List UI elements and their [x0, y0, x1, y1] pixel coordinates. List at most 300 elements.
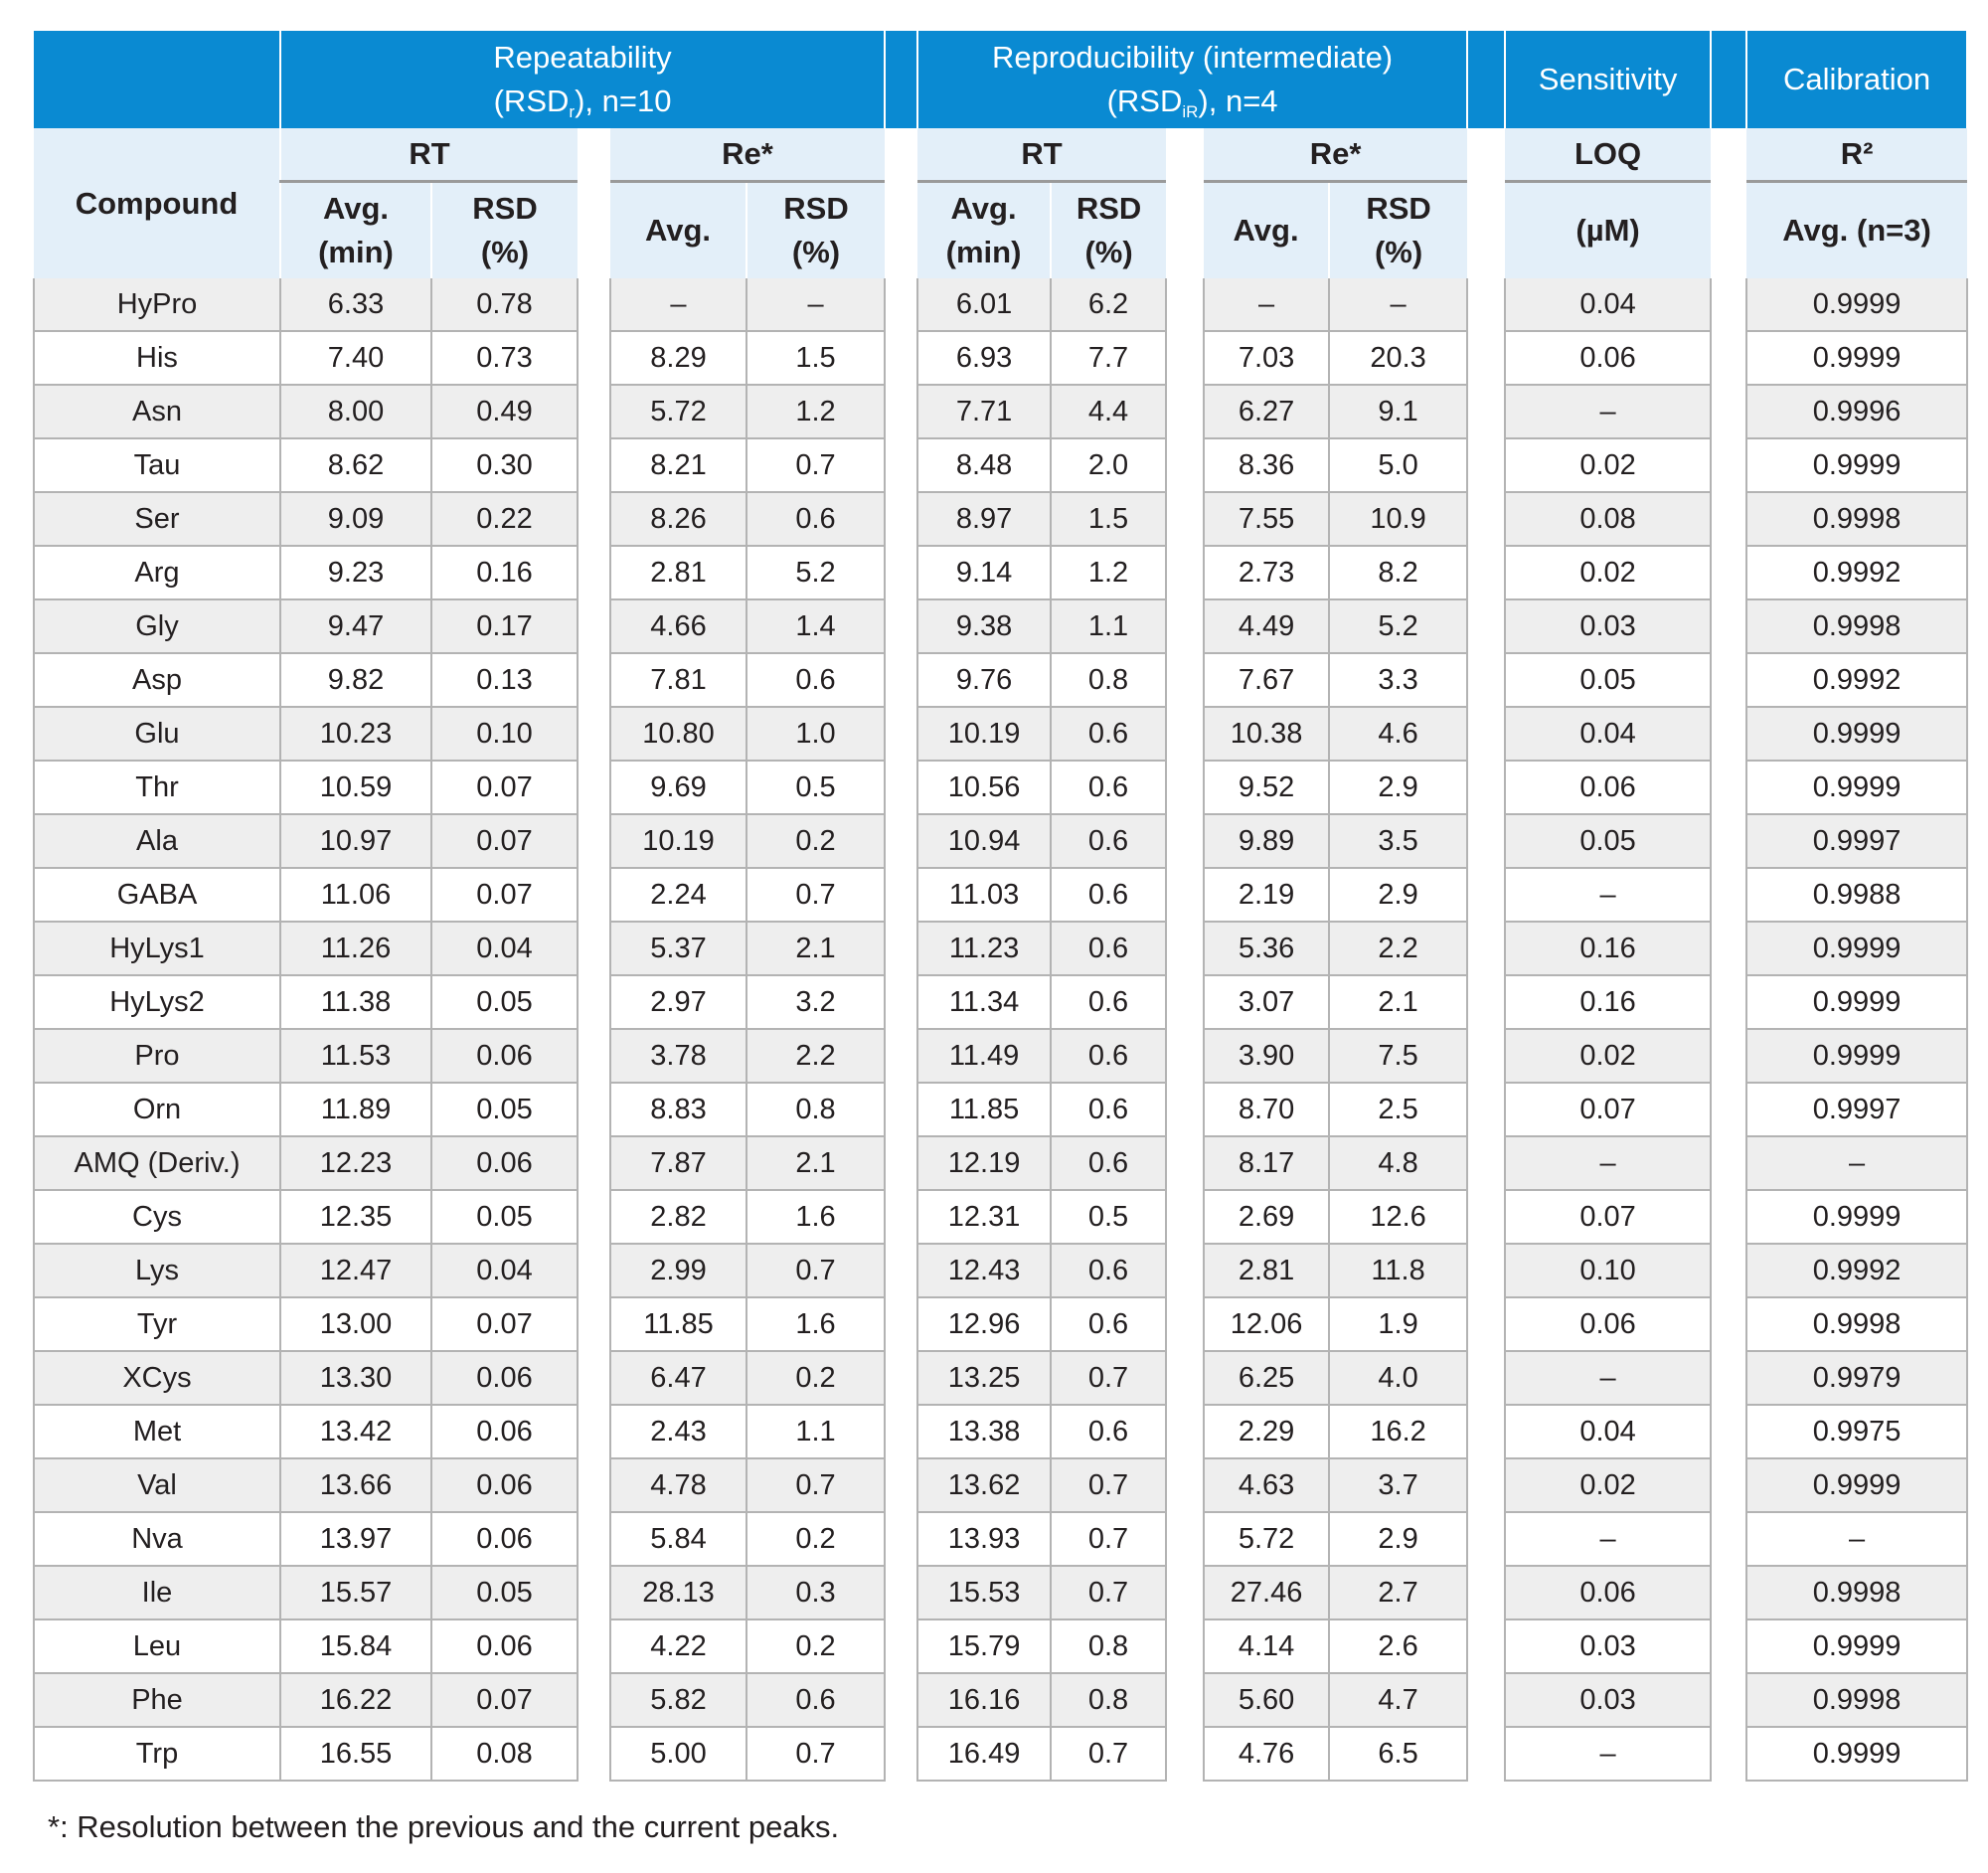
- col-gap: [578, 1727, 610, 1781]
- cell-re-rsd-ir: –: [1329, 278, 1467, 331]
- col-gap: [1467, 1673, 1505, 1727]
- cell-rt-rsd-ir: 1.1: [1051, 599, 1166, 653]
- cell-rt-rsd: 0.05: [431, 1190, 578, 1244]
- cell-rt-rsd: 0.06: [431, 1351, 578, 1405]
- cell-re-avg: 5.72: [610, 385, 746, 438]
- col-gap: [1711, 331, 1746, 385]
- table-row: [34, 1136, 1967, 1190]
- col-re-rsd: RSD (%): [746, 182, 885, 279]
- cell-r2: 0.9998: [1746, 1673, 1967, 1727]
- col-gap: [885, 1673, 917, 1727]
- cell-re-rsd: 1.6: [746, 1297, 885, 1351]
- cell-compound: Gly: [34, 599, 280, 653]
- col-gap: [578, 1512, 610, 1566]
- cell-rt-avg-ir: 11.03: [917, 868, 1051, 922]
- col-gap: [1711, 1029, 1746, 1083]
- cell-re-avg-ir: 7.03: [1204, 331, 1329, 385]
- cell-re-rsd-ir: 2.9: [1329, 868, 1467, 922]
- cell-re-avg-ir: –: [1204, 278, 1329, 331]
- cell-compound: His: [34, 331, 280, 385]
- cell-compound: Tau: [34, 438, 280, 492]
- cell-re-avg: 2.24: [610, 868, 746, 922]
- cell-re-avg-ir: 2.29: [1204, 1405, 1329, 1458]
- cell-re-rsd-ir: 2.9: [1329, 761, 1467, 814]
- cell-rt-rsd-ir: 0.6: [1051, 975, 1166, 1029]
- cell-re-rsd-ir: 7.5: [1329, 1029, 1467, 1083]
- cell-re-avg-ir: 4.63: [1204, 1458, 1329, 1512]
- cell-r2: 0.9999: [1746, 438, 1967, 492]
- cell-rt-avg: 12.47: [280, 1244, 431, 1297]
- col-gap: [885, 1727, 917, 1781]
- cell-re-rsd: 1.4: [746, 599, 885, 653]
- cell-compound: Asp: [34, 653, 280, 707]
- col-gap: [1166, 546, 1204, 599]
- header-empty: [34, 31, 280, 128]
- col-gap: [1467, 278, 1505, 331]
- col-gap: [1166, 814, 1204, 868]
- cell-r2: –: [1746, 1512, 1967, 1566]
- cell-re-rsd: 3.2: [746, 975, 885, 1029]
- col-gap: [885, 1512, 917, 1566]
- cell-re-rsd-ir: 4.0: [1329, 1351, 1467, 1405]
- col-re-avg: Avg.: [610, 182, 746, 279]
- cell-rt-avg-ir: 12.19: [917, 1136, 1051, 1190]
- col-gap: [1711, 1351, 1746, 1405]
- cell-re-avg: 4.22: [610, 1619, 746, 1673]
- col-gap: [1166, 331, 1204, 385]
- cell-rt-avg: 12.23: [280, 1136, 431, 1190]
- loq-header: LOQ: [1505, 128, 1711, 182]
- cell-re-avg: 4.78: [610, 1458, 746, 1512]
- cell-rt-rsd: 0.04: [431, 1244, 578, 1297]
- col-gap: [578, 1190, 610, 1244]
- cell-compound: Nva: [34, 1512, 280, 1566]
- col-gap: [885, 1619, 917, 1673]
- cell-r2: 0.9992: [1746, 546, 1967, 599]
- cell-rt-rsd-ir: 0.6: [1051, 1136, 1166, 1190]
- col-gap: [578, 1566, 610, 1619]
- cell-compound: AMQ (Deriv.): [34, 1136, 280, 1190]
- cell-compound: Asn: [34, 385, 280, 438]
- col-gap: [1166, 182, 1204, 279]
- col-gap: [1166, 1351, 1204, 1405]
- col-gap: [1166, 1136, 1204, 1190]
- cell-re-rsd: 0.7: [746, 1244, 885, 1297]
- cell-loq: 0.03: [1505, 1673, 1711, 1727]
- col-gap: [1166, 707, 1204, 761]
- cell-rt-rsd: 0.73: [431, 331, 578, 385]
- col-gap: [578, 1136, 610, 1190]
- table-row: [34, 1673, 1967, 1727]
- cell-re-rsd-ir: 2.1: [1329, 975, 1467, 1029]
- col-gap: [885, 1566, 917, 1619]
- col-gap: [1467, 761, 1505, 814]
- cell-loq: 0.10: [1505, 1244, 1711, 1297]
- cell-rt-avg-ir: 8.48: [917, 438, 1051, 492]
- cell-re-rsd: 1.5: [746, 331, 885, 385]
- cell-compound: Leu: [34, 1619, 280, 1673]
- cell-re-avg-ir: 2.73: [1204, 546, 1329, 599]
- col-gap: [578, 922, 610, 975]
- col-gap: [885, 975, 917, 1029]
- cell-loq: 0.05: [1505, 814, 1711, 868]
- cell-re-avg-ir: 8.17: [1204, 1136, 1329, 1190]
- col-gap: [578, 1244, 610, 1297]
- cell-re-rsd: 0.3: [746, 1566, 885, 1619]
- cell-rt-avg-ir: 11.85: [917, 1083, 1051, 1136]
- cell-rt-avg: 11.53: [280, 1029, 431, 1083]
- col-gap: [1711, 1297, 1746, 1351]
- cell-re-rsd-ir: 5.0: [1329, 438, 1467, 492]
- table-row: [34, 1619, 1967, 1673]
- col-gap: [578, 1619, 610, 1673]
- col-rt-avg: Avg. (min): [917, 182, 1051, 279]
- cell-r2: 0.9999: [1746, 922, 1967, 975]
- cell-compound: XCys: [34, 1351, 280, 1405]
- col-gap: [885, 707, 917, 761]
- cell-rt-avg-ir: 10.94: [917, 814, 1051, 868]
- col-gap: [1711, 653, 1746, 707]
- cell-compound: Lys: [34, 1244, 280, 1297]
- cell-rt-avg: 9.09: [280, 492, 431, 546]
- col-gap: [1711, 1244, 1746, 1297]
- col-gap: [578, 492, 610, 546]
- col-gap: [1467, 1405, 1505, 1458]
- cell-re-rsd: 2.1: [746, 1136, 885, 1190]
- cell-compound: GABA: [34, 868, 280, 922]
- footnote: *: Resolution between the previous and the current peaks.: [48, 1809, 840, 1844]
- table-row: [34, 1458, 1967, 1512]
- col-gap: [885, 1029, 917, 1083]
- cell-re-rsd: 0.7: [746, 1458, 885, 1512]
- reproducibility-title: Reproducibility (intermediate): [991, 40, 1394, 75]
- rt-header: RT: [280, 128, 578, 182]
- cell-compound: Val: [34, 1458, 280, 1512]
- col-gap: [1166, 1458, 1204, 1512]
- cell-rt-rsd-ir: 4.4: [1051, 385, 1166, 438]
- table-row: [34, 1566, 1967, 1619]
- cell-re-rsd: 2.2: [746, 1029, 885, 1083]
- re-header: Re*: [610, 128, 885, 182]
- col-gap: [1467, 868, 1505, 922]
- cell-re-rsd-ir: 2.2: [1329, 922, 1467, 975]
- table-row: [34, 868, 1967, 922]
- cell-rt-avg-ir: 15.79: [917, 1619, 1051, 1673]
- col-gap: [885, 438, 917, 492]
- cell-rt-rsd-ir: 0.8: [1051, 1619, 1166, 1673]
- cell-rt-avg: 13.42: [280, 1405, 431, 1458]
- cell-rt-rsd-ir: 0.6: [1051, 814, 1166, 868]
- cell-rt-rsd: 0.07: [431, 814, 578, 868]
- cell-re-avg: 2.82: [610, 1190, 746, 1244]
- table-row: [34, 385, 1967, 438]
- col-gap: [578, 128, 610, 182]
- cell-r2: 0.9999: [1746, 707, 1967, 761]
- cell-re-avg: 5.82: [610, 1673, 746, 1727]
- cell-loq: 0.02: [1505, 1029, 1711, 1083]
- col-gap: [578, 1029, 610, 1083]
- cell-re-avg-ir: 3.90: [1204, 1029, 1329, 1083]
- col-gap: [1711, 1619, 1746, 1673]
- col-gap: [885, 385, 917, 438]
- cell-re-rsd-ir: 5.2: [1329, 599, 1467, 653]
- cell-rt-avg: 13.30: [280, 1351, 431, 1405]
- cell-r2: 0.9975: [1746, 1405, 1967, 1458]
- cell-compound: Phe: [34, 1673, 280, 1727]
- col-gap: [1166, 128, 1204, 182]
- cell-r2: 0.9999: [1746, 1190, 1967, 1244]
- cell-compound: Tyr: [34, 1297, 280, 1351]
- cell-loq: 0.06: [1505, 1566, 1711, 1619]
- cell-re-rsd-ir: 3.5: [1329, 814, 1467, 868]
- col-gap: [1166, 761, 1204, 814]
- cell-re-rsd-ir: 4.8: [1329, 1136, 1467, 1190]
- cell-re-rsd: 1.6: [746, 1190, 885, 1244]
- cell-re-rsd: 1.0: [746, 707, 885, 761]
- cell-loq: 0.03: [1505, 599, 1711, 653]
- cell-rt-rsd: 0.16: [431, 546, 578, 599]
- cell-re-rsd: 0.2: [746, 1512, 885, 1566]
- cell-rt-avg: 8.62: [280, 438, 431, 492]
- cell-rt-avg-ir: 9.76: [917, 653, 1051, 707]
- group-sensitivity: Sensitivity: [1505, 31, 1711, 128]
- cell-rt-avg: 10.97: [280, 814, 431, 868]
- cell-re-avg-ir: 4.14: [1204, 1619, 1329, 1673]
- cell-re-rsd-ir: 11.8: [1329, 1244, 1467, 1297]
- cell-rt-rsd-ir: 0.6: [1051, 1029, 1166, 1083]
- col-gap: [1711, 1512, 1746, 1566]
- cell-rt-rsd-ir: 0.6: [1051, 1405, 1166, 1458]
- group-gap: [885, 31, 917, 128]
- cell-rt-avg: 10.23: [280, 707, 431, 761]
- cell-compound: Glu: [34, 707, 280, 761]
- col-gap: [1467, 438, 1505, 492]
- cell-r2: 0.9999: [1746, 1458, 1967, 1512]
- cell-re-avg: 11.85: [610, 1297, 746, 1351]
- col-gap: [1711, 492, 1746, 546]
- cell-r2: 0.9992: [1746, 1244, 1967, 1297]
- cell-r2: 0.9998: [1746, 492, 1967, 546]
- cell-rt-rsd: 0.17: [431, 599, 578, 653]
- cell-re-rsd: 5.2: [746, 546, 885, 599]
- cell-re-avg: 5.84: [610, 1512, 746, 1566]
- cell-rt-rsd-ir: 0.5: [1051, 1190, 1166, 1244]
- cell-rt-rsd: 0.10: [431, 707, 578, 761]
- cell-rt-rsd-ir: 7.7: [1051, 331, 1166, 385]
- col-gap: [578, 1297, 610, 1351]
- cell-r2: 0.9999: [1746, 1029, 1967, 1083]
- cell-re-avg: 7.81: [610, 653, 746, 707]
- cell-loq: 0.05: [1505, 653, 1711, 707]
- cell-re-rsd-ir: 4.7: [1329, 1673, 1467, 1727]
- cell-r2: 0.9999: [1746, 1727, 1967, 1781]
- col-gap: [1711, 182, 1746, 279]
- group-gap: [1711, 31, 1746, 128]
- table-row: [34, 1083, 1967, 1136]
- col-gap: [885, 1136, 917, 1190]
- col-gap: [1711, 1136, 1746, 1190]
- cell-rt-rsd-ir: 0.7: [1051, 1351, 1166, 1405]
- cell-loq: 0.07: [1505, 1190, 1711, 1244]
- cell-re-avg: 8.29: [610, 331, 746, 385]
- col-gap: [1711, 1190, 1746, 1244]
- col-gap: [1467, 546, 1505, 599]
- col-gap: [1166, 975, 1204, 1029]
- cell-re-avg-ir: 8.36: [1204, 438, 1329, 492]
- group-reproducibility: [917, 31, 1467, 128]
- cell-re-rsd: 0.7: [746, 438, 885, 492]
- col-rt-rsd: RSD (%): [1051, 182, 1166, 279]
- cell-re-rsd: 0.6: [746, 492, 885, 546]
- table-row: [34, 492, 1967, 546]
- cell-r2: 0.9997: [1746, 1083, 1967, 1136]
- cell-rt-rsd-ir: 1.2: [1051, 546, 1166, 599]
- col-rt-avg: Avg. (min): [280, 182, 431, 279]
- cell-re-avg-ir: 12.06: [1204, 1297, 1329, 1351]
- cell-re-avg: 9.69: [610, 761, 746, 814]
- cell-compound: Cys: [34, 1190, 280, 1244]
- cell-rt-rsd: 0.07: [431, 1297, 578, 1351]
- col-gap: [1467, 599, 1505, 653]
- cell-rt-rsd-ir: 0.6: [1051, 922, 1166, 975]
- col-re-rsd: RSD (%): [1329, 182, 1467, 279]
- cell-rt-avg-ir: 11.23: [917, 922, 1051, 975]
- cell-compound: Thr: [34, 761, 280, 814]
- table-row: [34, 1405, 1967, 1458]
- cell-r2: 0.9999: [1746, 278, 1967, 331]
- cell-compound: HyLys1: [34, 922, 280, 975]
- col-gap: [1711, 761, 1746, 814]
- col-gap: [1467, 814, 1505, 868]
- col-gap: [578, 331, 610, 385]
- table-row: [34, 975, 1967, 1029]
- cell-rt-rsd: 0.05: [431, 975, 578, 1029]
- col-gap: [1166, 1029, 1204, 1083]
- cell-rt-rsd: 0.06: [431, 1405, 578, 1458]
- cell-r2: 0.9999: [1746, 1619, 1967, 1673]
- cell-re-rsd: 0.6: [746, 1673, 885, 1727]
- cell-loq: 0.16: [1505, 975, 1711, 1029]
- cell-rt-avg: 11.26: [280, 922, 431, 975]
- cell-compound: Orn: [34, 1083, 280, 1136]
- col-gap: [578, 1673, 610, 1727]
- cell-re-avg-ir: 7.55: [1204, 492, 1329, 546]
- col-gap: [1711, 546, 1746, 599]
- col-gap: [1467, 1458, 1505, 1512]
- cell-re-rsd-ir: 1.9: [1329, 1297, 1467, 1351]
- col-gap: [1166, 1297, 1204, 1351]
- cell-loq: 0.06: [1505, 1297, 1711, 1351]
- cell-re-rsd: 0.8: [746, 1083, 885, 1136]
- col-gap: [1711, 438, 1746, 492]
- col-gap: [1166, 492, 1204, 546]
- col-gap: [1166, 278, 1204, 331]
- cell-compound: HyPro: [34, 278, 280, 331]
- cell-rt-avg: 13.97: [280, 1512, 431, 1566]
- cell-rt-avg-ir: 9.14: [917, 546, 1051, 599]
- group-calibration: Calibration: [1746, 31, 1967, 128]
- col-gap: [1166, 1619, 1204, 1673]
- cell-r2: –: [1746, 1136, 1967, 1190]
- col-gap: [885, 492, 917, 546]
- table-row: [34, 653, 1967, 707]
- col-gap: [1467, 707, 1505, 761]
- cell-rt-avg-ir: 16.49: [917, 1727, 1051, 1781]
- col-gap: [1711, 975, 1746, 1029]
- cell-rt-rsd-ir: 1.5: [1051, 492, 1166, 546]
- col-gap: [578, 975, 610, 1029]
- col-gap: [885, 814, 917, 868]
- col-gap: [1467, 1619, 1505, 1673]
- col-gap: [1166, 1083, 1204, 1136]
- cell-rt-avg-ir: 7.71: [917, 385, 1051, 438]
- cell-re-rsd-ir: 3.3: [1329, 653, 1467, 707]
- table-row: [34, 1512, 1967, 1566]
- cell-re-avg: 5.37: [610, 922, 746, 975]
- col-gap: [1711, 922, 1746, 975]
- cell-re-rsd-ir: 2.5: [1329, 1083, 1467, 1136]
- cell-rt-avg: 8.00: [280, 385, 431, 438]
- cell-re-avg: 4.66: [610, 599, 746, 653]
- cell-re-avg: 7.87: [610, 1136, 746, 1190]
- cell-re-rsd: 0.6: [746, 653, 885, 707]
- cell-rt-avg: 16.55: [280, 1727, 431, 1781]
- cell-rt-avg: 11.38: [280, 975, 431, 1029]
- cell-re-rsd: 1.2: [746, 385, 885, 438]
- group-gap: [1467, 31, 1505, 128]
- cell-loq: –: [1505, 1512, 1711, 1566]
- cell-loq: 0.03: [1505, 1619, 1711, 1673]
- cell-re-avg: 5.00: [610, 1727, 746, 1781]
- col-gap: [1711, 1727, 1746, 1781]
- table-row: [34, 922, 1967, 975]
- cell-re-rsd: 0.2: [746, 1619, 885, 1673]
- col-gap: [885, 546, 917, 599]
- col-gap: [578, 385, 610, 438]
- col-gap: [1467, 1727, 1505, 1781]
- cell-re-avg: 2.81: [610, 546, 746, 599]
- cell-loq: 0.04: [1505, 278, 1711, 331]
- cell-compound: Ser: [34, 492, 280, 546]
- col-gap: [1711, 868, 1746, 922]
- cell-re-avg: 6.47: [610, 1351, 746, 1405]
- table-row: [34, 331, 1967, 385]
- re-header: Re*: [1204, 128, 1467, 182]
- cell-r2: 0.9998: [1746, 1566, 1967, 1619]
- cell-rt-avg-ir: 10.19: [917, 707, 1051, 761]
- col-gap: [578, 599, 610, 653]
- cell-rt-avg: 13.00: [280, 1297, 431, 1351]
- cell-re-avg: –: [610, 278, 746, 331]
- col-gap: [1711, 707, 1746, 761]
- cell-rt-avg-ir: 12.96: [917, 1297, 1051, 1351]
- cell-rt-rsd-ir: 0.7: [1051, 1727, 1166, 1781]
- cell-re-rsd-ir: 2.7: [1329, 1566, 1467, 1619]
- col-gap: [1467, 182, 1505, 279]
- cell-rt-avg-ir: 12.31: [917, 1190, 1051, 1244]
- cell-loq: –: [1505, 1136, 1711, 1190]
- col-gap: [1166, 385, 1204, 438]
- cell-rt-rsd-ir: 6.2: [1051, 278, 1166, 331]
- cell-loq: –: [1505, 1727, 1711, 1781]
- cell-re-rsd: –: [746, 278, 885, 331]
- cell-rt-avg-ir: 6.93: [917, 331, 1051, 385]
- cell-r2: 0.9988: [1746, 868, 1967, 922]
- col-gap: [885, 182, 917, 279]
- col-gap: [1467, 492, 1505, 546]
- cell-rt-avg: 10.59: [280, 761, 431, 814]
- cell-rt-rsd: 0.06: [431, 1512, 578, 1566]
